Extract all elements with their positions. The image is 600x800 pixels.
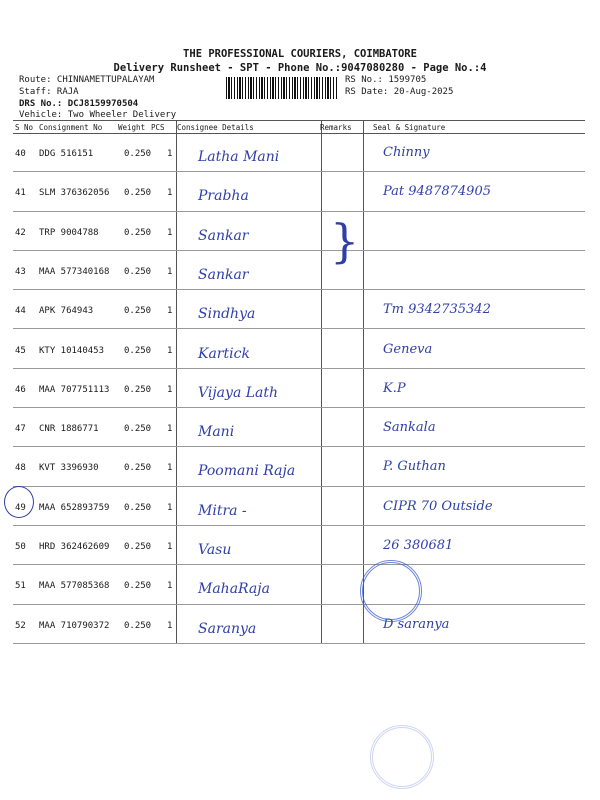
table-row bbox=[13, 212, 585, 252]
cell-sno: 44 bbox=[15, 306, 26, 317]
col-sno: S No bbox=[15, 123, 34, 132]
cell-sno: 52 bbox=[15, 620, 26, 631]
cell-consignment: TRP 9004788 bbox=[39, 227, 99, 238]
col-weight: Weight bbox=[118, 123, 146, 132]
handwritten-signature: Pat 9487874905 bbox=[383, 184, 491, 200]
cell-consignment: MAA 707751113 bbox=[39, 384, 110, 395]
barcode bbox=[226, 77, 338, 99]
row-49-circle-mark bbox=[4, 486, 34, 518]
cell-consignment: MAA 577340168 bbox=[39, 266, 110, 277]
cell-pcs: 1 bbox=[167, 384, 173, 395]
cell-sno: 43 bbox=[15, 266, 26, 277]
company-title: THE PROFESSIONAL COURIERS, COIMBATORE bbox=[183, 48, 417, 60]
handwritten-consignee: Prabha bbox=[198, 188, 249, 205]
handwritten-consignee: MahaRaja bbox=[198, 581, 270, 598]
cell-sno: 41 bbox=[15, 188, 26, 199]
table-row bbox=[13, 605, 585, 645]
handwritten-consignee: Sindhya bbox=[198, 306, 256, 323]
handwritten-signature: D saranya bbox=[383, 616, 450, 632]
table-row bbox=[13, 408, 585, 448]
handwritten-consignee: Vijaya Lath bbox=[198, 384, 279, 401]
cell-pcs: 1 bbox=[167, 266, 173, 277]
cell-weight: 0.250 bbox=[124, 620, 152, 631]
cell-pcs: 1 bbox=[167, 149, 173, 159]
cell-weight: 0.250 bbox=[124, 581, 152, 592]
handwritten-signature: 26 380681 bbox=[383, 538, 454, 553]
cell-pcs: 1 bbox=[167, 502, 173, 513]
cell-consignment: MAA 710790372 bbox=[39, 620, 110, 631]
rs-date: RS Date: 20-Aug-2025 bbox=[345, 87, 454, 97]
runsheet-subtitle: Delivery Runsheet - SPT - Phone No.:9047080280 - Page No.:4 bbox=[113, 62, 487, 74]
handwritten-signature: Tm 9342735342 bbox=[383, 302, 491, 318]
handwritten-consignee: Sankar bbox=[198, 227, 249, 244]
table-row bbox=[13, 447, 585, 487]
table-row bbox=[13, 369, 585, 409]
cell-weight: 0.250 bbox=[124, 502, 152, 513]
cell-weight: 0.250 bbox=[124, 227, 152, 238]
handwritten-consignee: Latha Mani bbox=[198, 149, 280, 165]
cell-sno: 47 bbox=[15, 424, 26, 435]
cell-weight: 0.250 bbox=[124, 149, 152, 159]
cell-sno: 51 bbox=[15, 581, 26, 592]
cell-pcs: 1 bbox=[167, 188, 173, 199]
cell-sno: 46 bbox=[15, 384, 26, 395]
route-label: Route: CHINNAMETTUPALAYAM bbox=[19, 75, 155, 85]
table-row bbox=[13, 487, 585, 527]
cell-weight: 0.250 bbox=[124, 463, 152, 474]
table-row bbox=[13, 526, 585, 566]
cell-weight: 0.250 bbox=[124, 266, 152, 277]
runsheet-table bbox=[13, 120, 585, 644]
courier-stamp bbox=[360, 560, 422, 622]
handwritten-consignee: Kartick bbox=[198, 345, 250, 362]
handwritten-signature: CIPR 70 Outside bbox=[383, 498, 493, 514]
cell-weight: 0.250 bbox=[124, 345, 152, 356]
col-consignee: Consignee Details bbox=[177, 123, 254, 132]
handwritten-consignee: Vasu bbox=[198, 542, 232, 558]
table-row bbox=[13, 172, 585, 212]
cell-consignment: HRD 362462609 bbox=[39, 542, 110, 552]
handwritten-consignee: Mitra - bbox=[198, 502, 247, 519]
cell-pcs: 1 bbox=[167, 620, 173, 631]
cell-sno: 50 bbox=[15, 542, 26, 552]
remarks-brace-mark: } bbox=[330, 214, 360, 268]
cell-consignment: KVT 3396930 bbox=[39, 463, 99, 474]
handwritten-consignee: Sankar bbox=[198, 266, 249, 283]
cell-consignment: MAA 577085368 bbox=[39, 581, 110, 592]
vehicle-label: Vehicle: Two Wheeler Delivery bbox=[19, 110, 177, 120]
cell-pcs: 1 bbox=[167, 345, 173, 356]
staff-label: Staff: RAJA bbox=[19, 87, 79, 97]
cell-weight: 0.250 bbox=[124, 542, 152, 552]
cell-consignment: MAA 652893759 bbox=[39, 502, 110, 513]
rs-number: RS No.: 1599705 bbox=[345, 75, 427, 85]
cell-pcs: 1 bbox=[167, 542, 173, 552]
cell-pcs: 1 bbox=[167, 306, 173, 317]
cell-weight: 0.250 bbox=[124, 424, 152, 435]
cell-pcs: 1 bbox=[167, 581, 173, 592]
cell-pcs: 1 bbox=[167, 463, 173, 474]
handwritten-signature: Geneva bbox=[383, 341, 433, 357]
cell-weight: 0.250 bbox=[124, 306, 152, 317]
cell-consignment: DDG 516151 bbox=[39, 149, 94, 159]
table-row bbox=[13, 330, 585, 370]
cell-consignment: CNR 1886771 bbox=[39, 424, 99, 435]
cell-sno: 42 bbox=[15, 227, 26, 238]
cell-sno: 49 bbox=[15, 502, 26, 513]
cell-sno: 48 bbox=[15, 463, 26, 474]
table-row bbox=[13, 290, 585, 330]
col-pcs: PCS bbox=[151, 123, 165, 132]
cell-consignment: APK 764943 bbox=[39, 306, 94, 317]
handwritten-consignee: Poomani Raja bbox=[198, 463, 296, 480]
handwritten-signature: Chinny bbox=[383, 145, 430, 160]
faded-stamp bbox=[370, 725, 434, 789]
col-remarks: Remarks bbox=[320, 123, 352, 132]
cell-weight: 0.250 bbox=[124, 384, 152, 395]
cell-pcs: 1 bbox=[167, 227, 173, 238]
col-seal: Seal & Signature bbox=[373, 123, 446, 132]
cell-weight: 0.250 bbox=[124, 188, 152, 199]
handwritten-signature: K.P bbox=[383, 380, 406, 396]
cell-pcs: 1 bbox=[167, 424, 173, 435]
table-row bbox=[13, 565, 585, 605]
drs-label: DRS No.: DCJ8159970504 bbox=[19, 99, 139, 109]
cell-consignment: KTY 10140453 bbox=[39, 345, 105, 356]
handwritten-consignee: Saranya bbox=[198, 620, 257, 637]
cell-consignment: SLM 376362056 bbox=[39, 188, 110, 199]
col-consignment: Consignment No bbox=[39, 123, 103, 132]
cell-sno: 45 bbox=[15, 345, 26, 356]
table-row bbox=[13, 251, 585, 291]
handwritten-consignee: Mani bbox=[198, 424, 235, 441]
cell-sno: 40 bbox=[15, 149, 26, 159]
handwritten-signature: P. Guthan bbox=[383, 459, 446, 475]
handwritten-signature: Sankala bbox=[383, 420, 436, 436]
table-row bbox=[13, 133, 585, 173]
